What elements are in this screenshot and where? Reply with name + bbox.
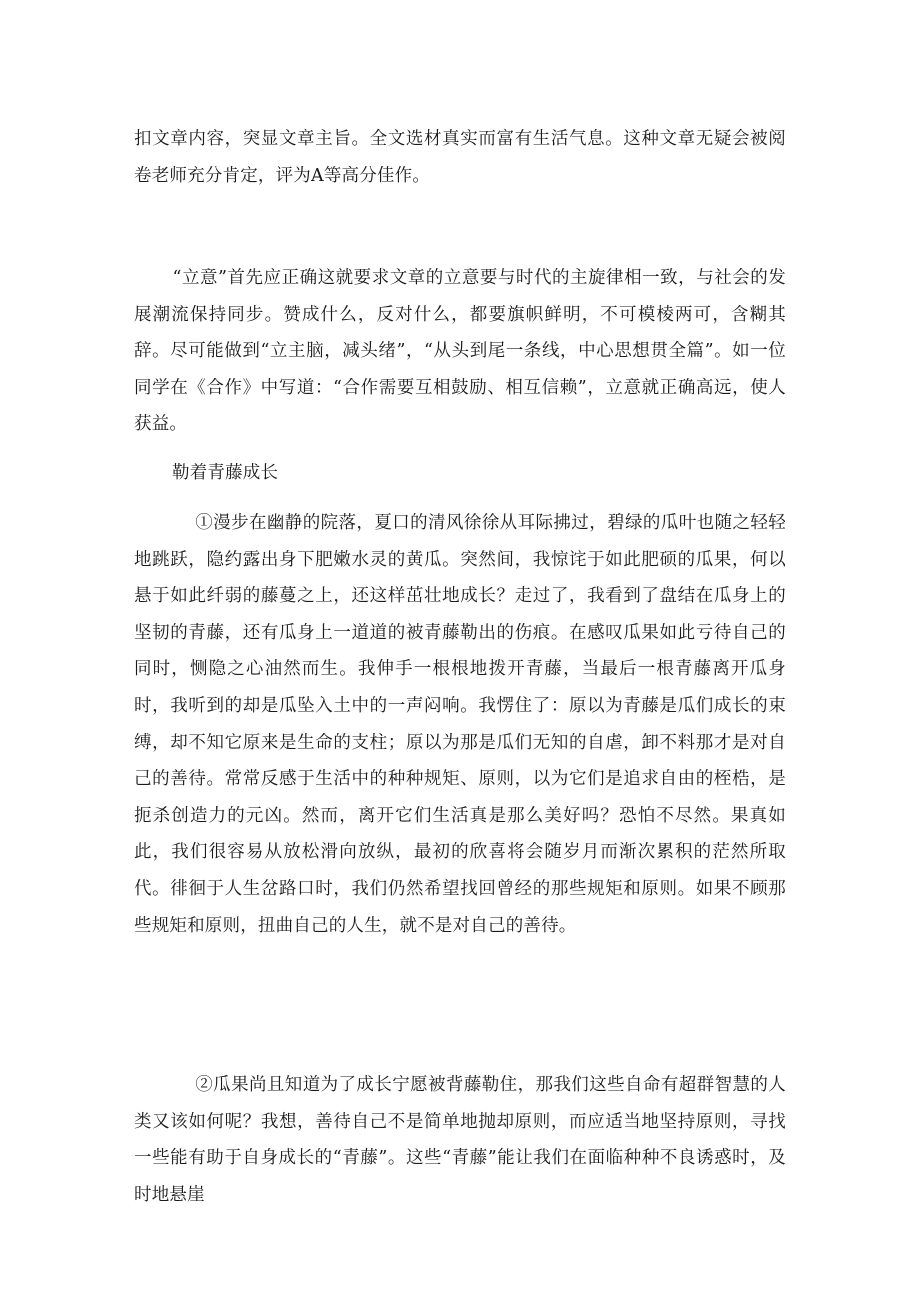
paragraph-lingyi: “立意”首先应正确这就要求文章的立意要与时代的主旋律相一致，与社会的发展潮流保持同步。赞成什么，反对什么，都要旗帜鲜明，不可模棱两可，含糊其辞。尽可能做到“立主脑，减头绪”，“从头到尾一条线，中心思想贯全篇”。如一位同学在《合作》中写道：“合作需要互相鼓励、相互信赖”，立意就正确高远，使人获益。 — [134, 268, 786, 435]
essay-title: 勒着青藤成长 — [172, 463, 279, 483]
paragraph-intro-continuation: 扣文章内容，突显文章主旨。全文选材真实而富有生活气息。这种文章无疑会被阅卷老师充分肯定，评为A等高分佳作。 — [134, 129, 786, 186]
paragraph-essay-2: ②瓜果尚且知道为了成长宁愿被背藤勒住，那我们这些自命有超群智慧的人类又该如何呢？我想，善待自己不是简单地抛却原则，而应适当地坚持原则，寻找一些能有助于自身成长的“青藤”。这些“青藤”能让我们在面临种种不良诱惑时，及时地悬崖 — [134, 1075, 786, 1205]
paragraph-essay-1: ①漫步在幽静的院落，夏口的清风徐徐从耳际拂过，碧绿的瓜叶也随之轻轻地跳跃，隐约露出身下肥嫩水灵的黄瓜。突然间，我惊诧于如此肥硕的瓜果，何以悬于如此纤弱的藤蔓之上，还这样茁壮地成长？走过了，我看到了盘结在瓜身上的坚韧的青藤，还有瓜身上一道道的被青藤勒出的伤痕。在感叹瓜果如此亏待自己的同时，恻隐之心油然而生。我伸手一根根地拨开青藤，当最后一根青藤离开瓜身时，我听到的却是瓜坠入土中的一声闷响。我愣住了：原以为青藤是瓜们成长的束缚，却不知它原来是生命的支柱；原以为那是瓜们无知的自虐，卸不料那才是对自己的善待。常常反感于生活中的种种规矩、原则，以为它们是追求自由的桎梏，是扼杀创造力的元凶。然而，离开它们生活真是那么美好吗？恐怕不尽然。果真如此，我们很容易从放松滑向放纵，最初的欣喜将会随岁月而渐次累积的茫然所取代。徘徊于人生岔路口时，我们仍然希望找回曾经的那些规矩和原则。如果不顾那些规矩和原则，扭曲自己的人生，就不是对自己的善待。 — [134, 513, 786, 936]
